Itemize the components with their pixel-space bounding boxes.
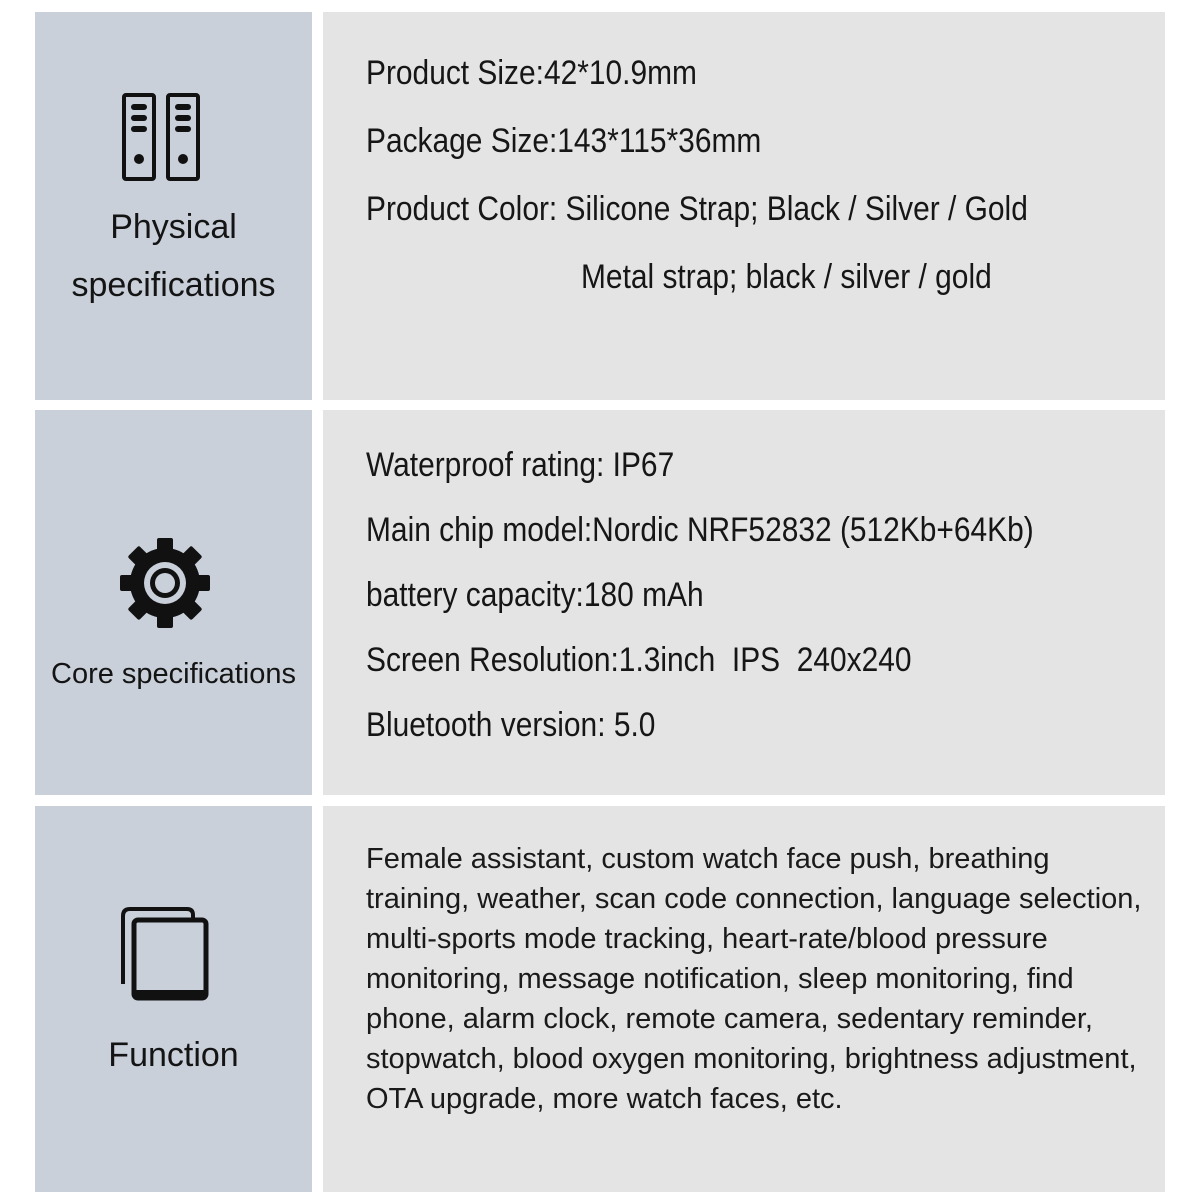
physical-label-line1: Physical — [110, 208, 237, 246]
gear-icon — [120, 538, 210, 628]
function-label: Function — [108, 1036, 239, 1074]
physical-label-panel — [35, 12, 312, 400]
battery-line: battery capacity:180 mAh — [366, 576, 704, 614]
core-label-panel — [35, 410, 312, 795]
package-size-line: Package Size:143*115*36mm — [366, 122, 762, 160]
function-label-panel — [35, 806, 312, 1192]
waterproof-line: Waterproof rating: IP67 — [366, 446, 675, 484]
physical-specs-panel — [323, 12, 1165, 400]
screen-resolution-line: Screen Resolution:1.3inch IPS 240x240 — [366, 641, 912, 679]
product-size-line: Product Size:42*10.9mm — [366, 54, 697, 92]
bluetooth-line: Bluetooth version: 5.0 — [366, 706, 656, 744]
chip-model-line: Main chip model:Nordic NRF52832 (512Kb+64Kb) — [366, 511, 1034, 549]
function-panel — [323, 806, 1165, 1192]
physical-label-line2: specifications — [71, 266, 276, 304]
metal-strap-line: Metal strap; black / silver / gold — [581, 258, 992, 296]
product-color-line: Product Color: Silicone Strap; Black / Silver / Gold — [366, 190, 1028, 228]
stacked-squares-icon — [121, 906, 211, 1002]
core-label: Core specifications — [51, 658, 296, 690]
binders-icon — [121, 92, 201, 182]
function-description: Female assistant, custom watch face push, breathing training, weather, scan code connection, language selection, multi-sports mode tracking, heart-rate/blood pressure monitoring, message notification, sleep monitoring, find phone, alarm clock, remote camera, sedentary reminder, stopwatch, blood oxygen monitoring, brightness adjustment, OTA upgrade, more watch faces, etc. — [366, 843, 1142, 1115]
core-specs-panel — [323, 410, 1165, 795]
